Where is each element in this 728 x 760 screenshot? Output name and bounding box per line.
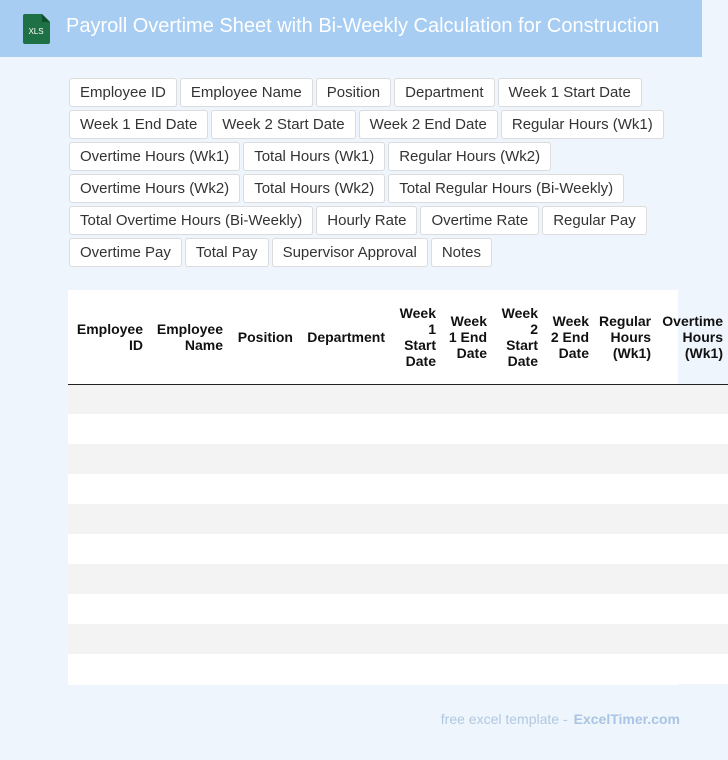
table-row bbox=[68, 654, 728, 684]
table-cell[interactable] bbox=[492, 654, 543, 684]
table-cell[interactable] bbox=[298, 534, 390, 564]
table-cell[interactable] bbox=[68, 624, 148, 654]
table-cell[interactable] bbox=[148, 624, 228, 654]
table-cell[interactable] bbox=[228, 474, 298, 504]
table-cell[interactable] bbox=[492, 384, 543, 414]
table-cell[interactable] bbox=[148, 474, 228, 504]
table-cell[interactable] bbox=[594, 594, 656, 624]
table-cell[interactable] bbox=[298, 474, 390, 504]
table-cell[interactable] bbox=[68, 594, 148, 624]
table-cell[interactable] bbox=[441, 504, 492, 534]
table-cell[interactable] bbox=[656, 474, 728, 504]
table-cell[interactable] bbox=[543, 414, 594, 444]
table-row bbox=[68, 594, 728, 624]
table-cell[interactable] bbox=[656, 654, 728, 684]
table-cell[interactable] bbox=[492, 534, 543, 564]
table-cell[interactable] bbox=[148, 564, 228, 594]
table-cell[interactable] bbox=[594, 624, 656, 654]
table-cell[interactable] bbox=[492, 414, 543, 444]
table-cell[interactable] bbox=[656, 444, 728, 474]
column-tag[interactable]: Overtime Pay bbox=[69, 238, 182, 267]
table-cell[interactable] bbox=[594, 474, 656, 504]
table-cell[interactable] bbox=[298, 624, 390, 654]
table-cell[interactable] bbox=[68, 504, 148, 534]
table-cell[interactable] bbox=[441, 444, 492, 474]
table-cell[interactable] bbox=[656, 594, 728, 624]
table-row bbox=[68, 444, 728, 474]
column-tag[interactable]: Week 2 End Date bbox=[359, 110, 498, 139]
column-tag[interactable]: Hourly Rate bbox=[316, 206, 417, 235]
column-tag[interactable]: Week 1 Start Date bbox=[498, 78, 642, 107]
table-cell[interactable] bbox=[148, 444, 228, 474]
table-row bbox=[68, 534, 728, 564]
table-cell[interactable] bbox=[594, 654, 656, 684]
xls-file-icon bbox=[23, 14, 50, 44]
table-cell[interactable] bbox=[594, 384, 656, 414]
table-cell[interactable] bbox=[594, 444, 656, 474]
column-tag[interactable]: Total Hours (Wk2) bbox=[243, 174, 385, 203]
table-cell[interactable] bbox=[68, 474, 148, 504]
table-column-header: Position bbox=[228, 290, 298, 384]
table-cell[interactable] bbox=[68, 534, 148, 564]
table-cell[interactable] bbox=[228, 654, 298, 684]
column-tag[interactable]: Regular Hours (Wk2) bbox=[388, 142, 551, 171]
column-tag[interactable]: Total Pay bbox=[185, 238, 269, 267]
table-cell[interactable] bbox=[228, 504, 298, 534]
column-tag[interactable]: Supervisor Approval bbox=[272, 238, 428, 267]
page-title: Payroll Overtime Sheet with Bi-Weekly Calculation for Construction bbox=[66, 15, 660, 37]
table-cell[interactable] bbox=[68, 654, 148, 684]
table-cell[interactable] bbox=[492, 594, 543, 624]
table-cell[interactable] bbox=[441, 414, 492, 444]
table-cell[interactable] bbox=[656, 414, 728, 444]
table-cell[interactable] bbox=[441, 384, 492, 414]
table-row bbox=[68, 624, 728, 654]
table-cell[interactable] bbox=[594, 564, 656, 594]
table-cell[interactable] bbox=[148, 534, 228, 564]
column-tag[interactable]: Regular Pay bbox=[542, 206, 647, 235]
table-cell[interactable] bbox=[390, 624, 441, 654]
column-tag[interactable]: Employee ID bbox=[69, 78, 177, 107]
table-cell[interactable] bbox=[390, 534, 441, 564]
table-row bbox=[68, 414, 728, 444]
table-cell[interactable] bbox=[594, 414, 656, 444]
table-cell[interactable] bbox=[148, 504, 228, 534]
table-column-header: Department bbox=[298, 290, 390, 384]
column-tag[interactable]: Department bbox=[394, 78, 494, 107]
table-cell[interactable] bbox=[68, 414, 148, 444]
table-cell[interactable] bbox=[390, 474, 441, 504]
table-column-header: Employee Name bbox=[148, 290, 228, 384]
column-tag[interactable]: Total Hours (Wk1) bbox=[243, 142, 385, 171]
table-column-header: Week 1 End Date bbox=[441, 290, 492, 384]
header-bar bbox=[0, 0, 702, 57]
table-cell[interactable] bbox=[656, 564, 728, 594]
table-cell[interactable] bbox=[594, 534, 656, 564]
table-cell[interactable] bbox=[68, 444, 148, 474]
column-tag[interactable]: Overtime Rate bbox=[420, 206, 539, 235]
table-cell[interactable] bbox=[228, 444, 298, 474]
footer-brand-link[interactable]: ExcelTimer.com bbox=[573, 711, 680, 727]
footer bbox=[441, 711, 680, 727]
table-cell[interactable] bbox=[298, 654, 390, 684]
table-cell[interactable] bbox=[492, 624, 543, 654]
table-cell[interactable] bbox=[228, 564, 298, 594]
table-cell[interactable] bbox=[298, 504, 390, 534]
table-cell[interactable] bbox=[148, 414, 228, 444]
xls-icon-label: XLS bbox=[28, 27, 44, 36]
table-cell[interactable] bbox=[68, 384, 148, 414]
table-column-header: Overtime Hours (Wk1) bbox=[656, 290, 728, 384]
table-cell[interactable] bbox=[656, 534, 728, 564]
table-cell[interactable] bbox=[543, 624, 594, 654]
column-tag[interactable]: Total Regular Hours (Bi-Weekly) bbox=[388, 174, 624, 203]
table-cell[interactable] bbox=[543, 444, 594, 474]
table-cell[interactable] bbox=[298, 444, 390, 474]
table-column-header: Employee ID bbox=[68, 290, 148, 384]
table-cell[interactable] bbox=[656, 384, 728, 414]
table-cell[interactable] bbox=[543, 384, 594, 414]
table-cell[interactable] bbox=[594, 504, 656, 534]
table-cell[interactable] bbox=[543, 594, 594, 624]
table-cell[interactable] bbox=[298, 384, 390, 414]
table-cell[interactable] bbox=[148, 594, 228, 624]
table-row bbox=[68, 474, 728, 504]
table-cell[interactable] bbox=[390, 594, 441, 624]
table-cell[interactable] bbox=[148, 654, 228, 684]
table-cell[interactable] bbox=[543, 504, 594, 534]
table-cell[interactable] bbox=[543, 534, 594, 564]
table-cell[interactable] bbox=[492, 504, 543, 534]
column-tag[interactable]: Week 2 Start Date bbox=[211, 110, 355, 139]
table-row bbox=[68, 564, 728, 594]
table-cell[interactable] bbox=[298, 414, 390, 444]
table-cell[interactable] bbox=[390, 444, 441, 474]
table-cell[interactable] bbox=[390, 654, 441, 684]
table-cell[interactable] bbox=[492, 444, 543, 474]
table-column-header: Regular Hours (Wk1) bbox=[594, 290, 656, 384]
table-column-header: Week 2 Start Date bbox=[492, 290, 543, 384]
footer-prefix: free excel template - bbox=[440, 711, 568, 727]
table-column-header: Week 1 Start Date bbox=[390, 290, 441, 384]
table-cell[interactable] bbox=[441, 654, 492, 684]
table-cell[interactable] bbox=[656, 504, 728, 534]
table-cell[interactable] bbox=[68, 564, 148, 594]
data-table-container[interactable] bbox=[68, 290, 723, 685]
table-cell[interactable] bbox=[390, 384, 441, 414]
table-cell[interactable] bbox=[228, 624, 298, 654]
table-cell[interactable] bbox=[441, 474, 492, 504]
table-cell[interactable] bbox=[390, 414, 441, 444]
column-tag[interactable]: Total Overtime Hours (Bi-Weekly) bbox=[69, 206, 313, 235]
table-column-header: Week 2 End Date bbox=[543, 290, 594, 384]
table-row bbox=[68, 504, 728, 534]
column-tag-list bbox=[69, 78, 669, 267]
column-tag[interactable]: Regular Hours (Wk1) bbox=[501, 110, 664, 139]
table-cell[interactable] bbox=[228, 414, 298, 444]
table-cell[interactable] bbox=[492, 564, 543, 594]
column-tag[interactable]: Overtime Hours (Wk2) bbox=[69, 174, 240, 203]
table-cell[interactable] bbox=[543, 564, 594, 594]
table-cell[interactable] bbox=[298, 594, 390, 624]
column-tag[interactable]: Overtime Hours (Wk1) bbox=[69, 142, 240, 171]
table-cell[interactable] bbox=[543, 474, 594, 504]
table-cell[interactable] bbox=[228, 384, 298, 414]
table-cell[interactable] bbox=[441, 534, 492, 564]
table-cell[interactable] bbox=[441, 624, 492, 654]
table-cell[interactable] bbox=[148, 384, 228, 414]
table-cell[interactable] bbox=[298, 564, 390, 594]
table-cell[interactable] bbox=[441, 594, 492, 624]
table-cell[interactable] bbox=[228, 594, 298, 624]
table-cell[interactable] bbox=[492, 474, 543, 504]
data-table bbox=[68, 290, 728, 684]
column-tag[interactable]: Position bbox=[316, 78, 391, 107]
table-body bbox=[68, 384, 728, 684]
column-tag[interactable]: Notes bbox=[431, 238, 492, 267]
table-cell[interactable] bbox=[543, 654, 594, 684]
table-row bbox=[68, 384, 728, 414]
column-tag[interactable]: Week 1 End Date bbox=[69, 110, 208, 139]
table-cell[interactable] bbox=[390, 564, 441, 594]
column-tag[interactable]: Employee Name bbox=[180, 78, 313, 107]
table-cell[interactable] bbox=[656, 624, 728, 654]
table-header-row bbox=[68, 290, 728, 384]
table-cell[interactable] bbox=[228, 534, 298, 564]
table-cell[interactable] bbox=[390, 504, 441, 534]
table-cell[interactable] bbox=[441, 564, 492, 594]
